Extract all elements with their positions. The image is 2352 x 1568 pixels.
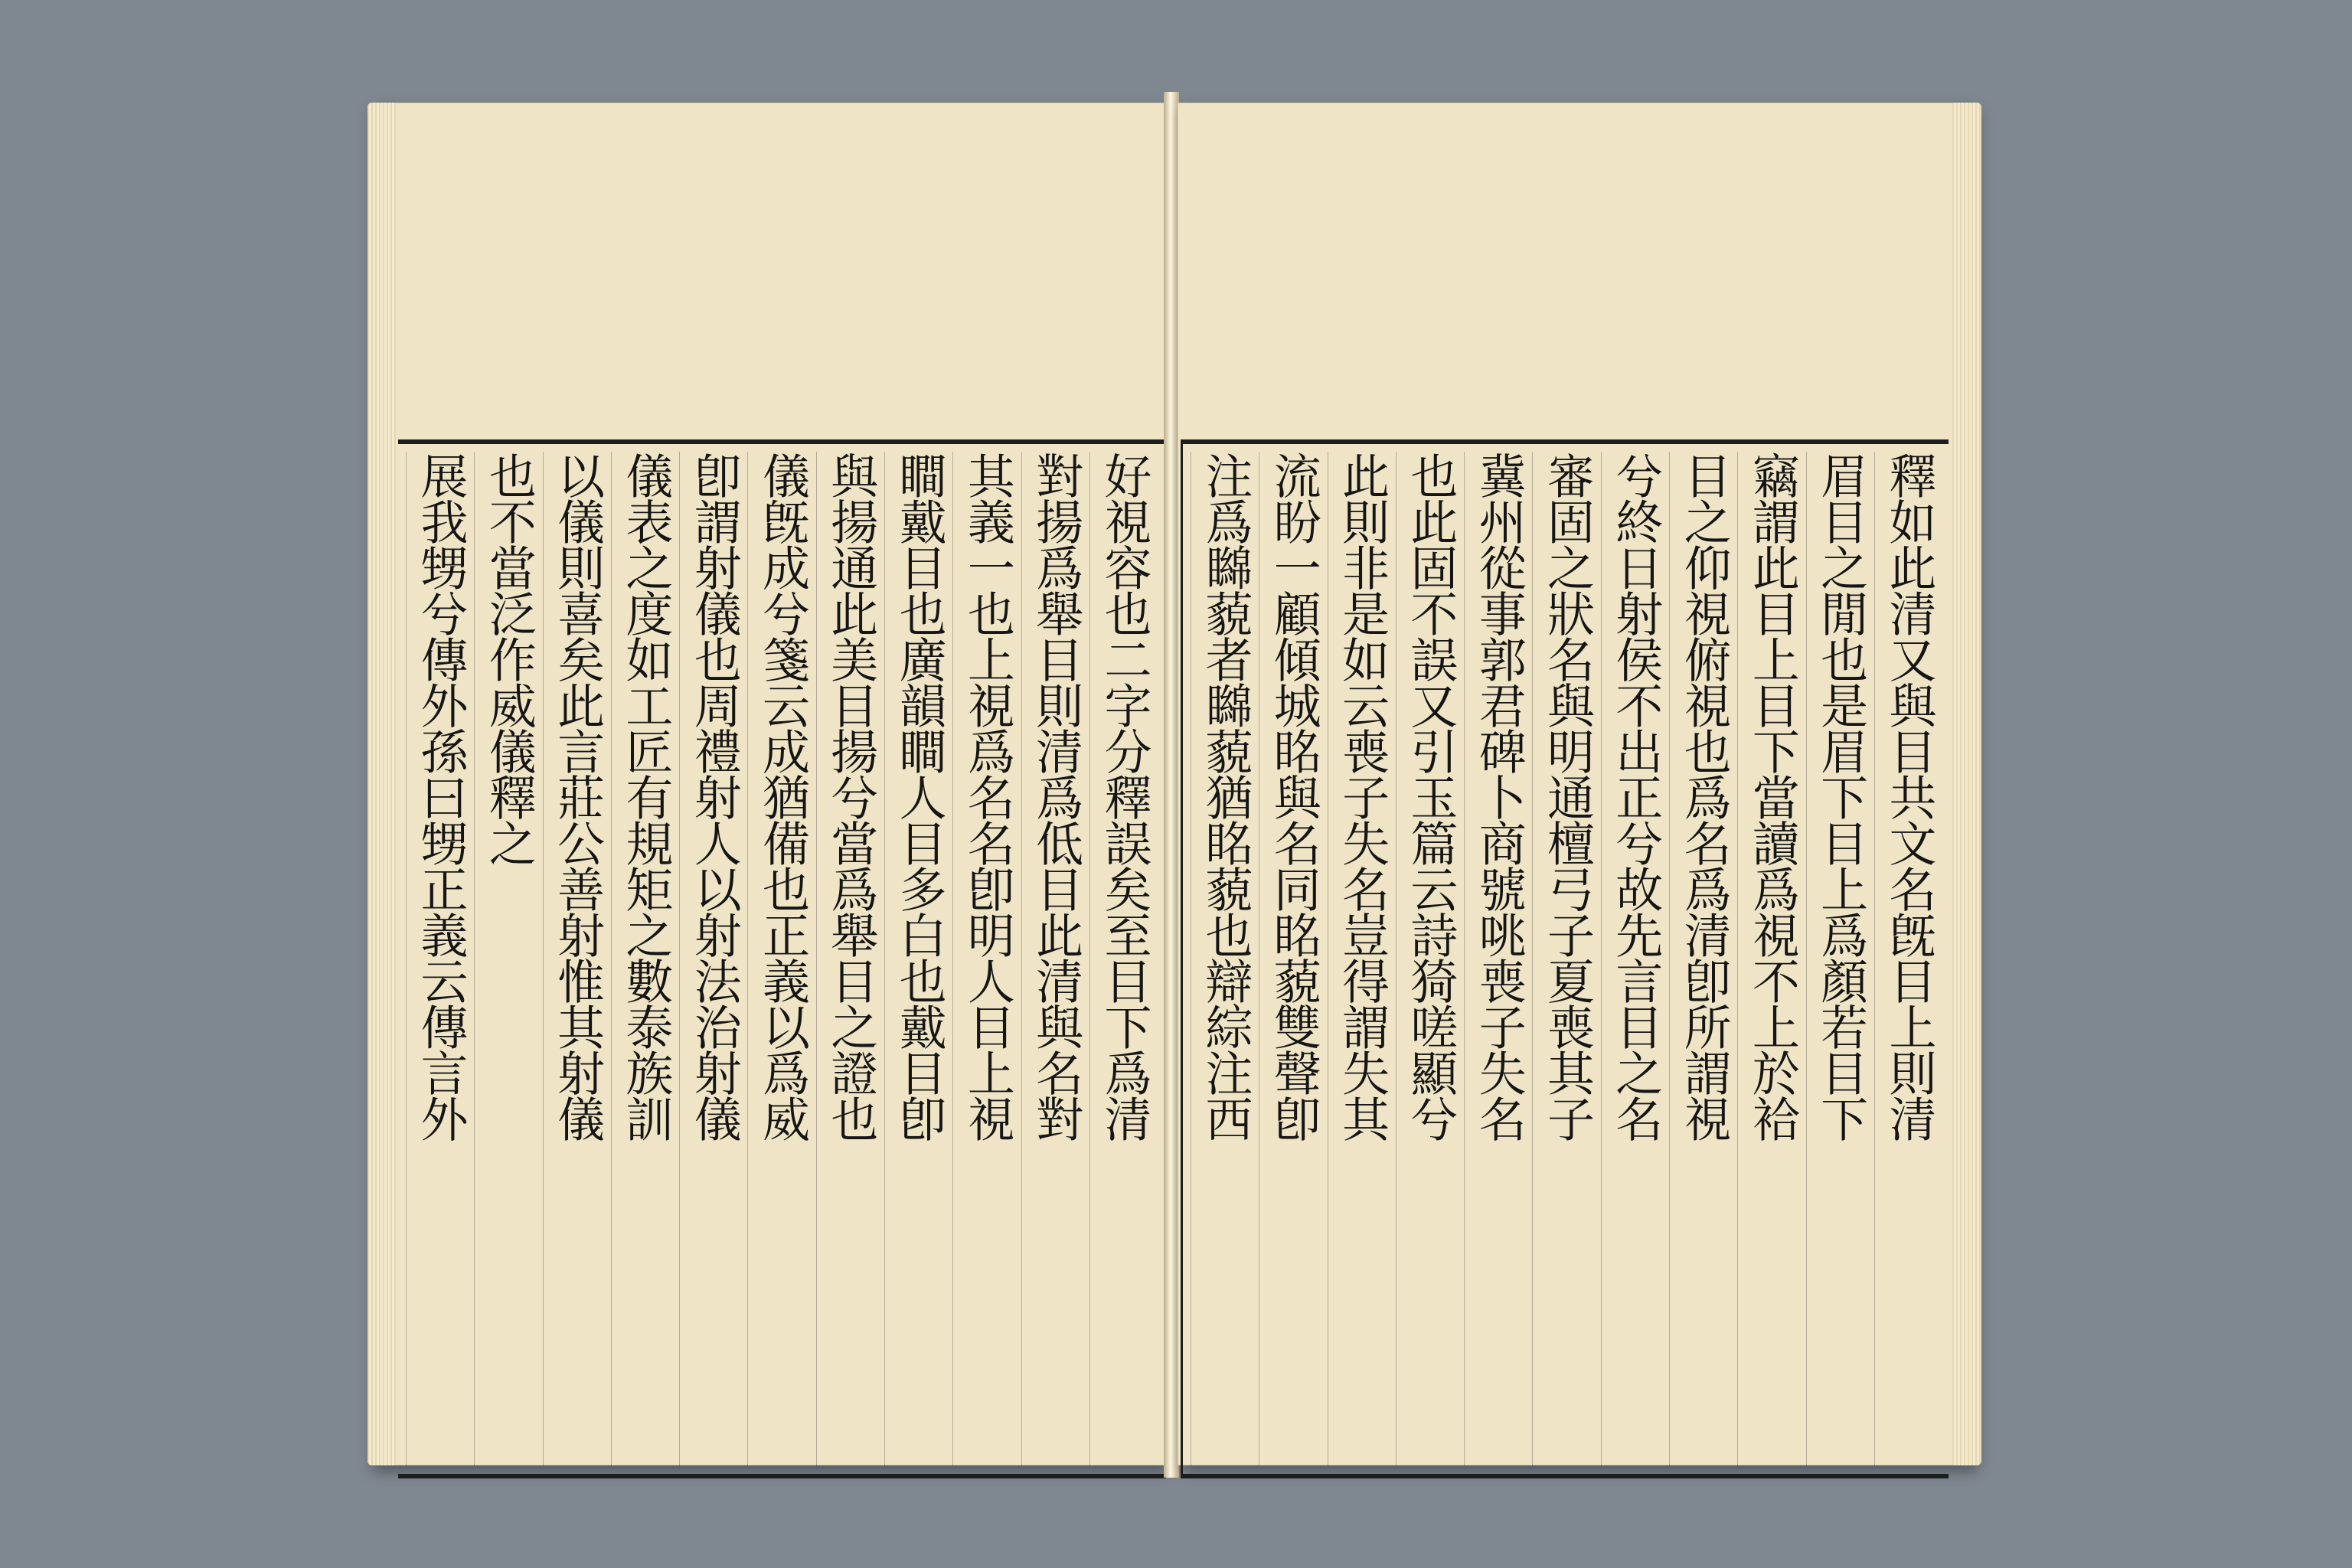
book-gutter: [1164, 92, 1179, 1478]
text-column: 對揚爲舉目則清爲低目此清與名對: [1021, 452, 1088, 1466]
text-column: 展我甥兮傳外孫曰甥正義云傳言外: [406, 452, 472, 1466]
text-column: 以儀則喜矣此言莊公善射惟其射儀: [543, 452, 609, 1466]
text-column: 好視容也二字分釋誤矣至目下爲清: [1089, 452, 1156, 1466]
text-column: 注爲矊藐者矊藐猶眳藐也辯綜注西: [1191, 452, 1257, 1466]
right-page-edge: [1952, 103, 1981, 1465]
text-column: 冀州從事郭君碑卜商號咷喪子失名: [1464, 452, 1530, 1466]
text-column: 儀旣成兮箋云成猶備也正義以爲威: [747, 452, 814, 1466]
text-column: 兮終日射侯不出正兮故先言目之名: [1601, 452, 1668, 1466]
right-columns: [1191, 452, 1941, 1466]
left-page: [368, 103, 1165, 1465]
text-column: 儀表之度如工匠有規矩之數泰族訓: [611, 452, 678, 1466]
text-column: 審固之狀名與明通檀弓子夏喪其子: [1532, 452, 1599, 1466]
right-text-frame: [1181, 439, 1949, 1478]
text-column: 此則非是如云喪子失名豈得謂失其: [1328, 452, 1394, 1466]
left-columns: [406, 452, 1156, 1466]
text-column: 竊謂此目上目下當讀爲視不上於袷: [1737, 452, 1804, 1466]
text-column: 卽謂射儀也周禮射人以射法治射儀: [679, 452, 746, 1466]
right-page: [1178, 103, 1974, 1465]
text-column: 其義一也上視爲名名卽明人目上視: [952, 452, 1019, 1466]
open-book: [360, 92, 1983, 1478]
text-column: 瞷戴目也廣韻瞷人目多白也戴目卽: [884, 452, 951, 1466]
left-page-edge: [368, 103, 397, 1465]
text-column: 眉目之閒也是眉下目上爲顏若目下: [1806, 452, 1873, 1466]
text-column: 目之仰視俯視也爲名爲清卽所謂視: [1669, 452, 1736, 1466]
text-column: 也不當泛作威儀釋之: [474, 452, 541, 1466]
left-text-frame: [398, 439, 1166, 1478]
text-column: 釋如此清又與目共文名旣目上則清: [1874, 452, 1941, 1466]
text-column: 流盼一顧傾城眳與名同眳藐雙聲卽: [1259, 452, 1325, 1466]
text-column: 與揚通此美目揚兮當爲舉目之證也: [816, 452, 883, 1466]
text-column: 也此固不誤又引玉篇云詩猗嗟顯兮: [1396, 452, 1462, 1466]
